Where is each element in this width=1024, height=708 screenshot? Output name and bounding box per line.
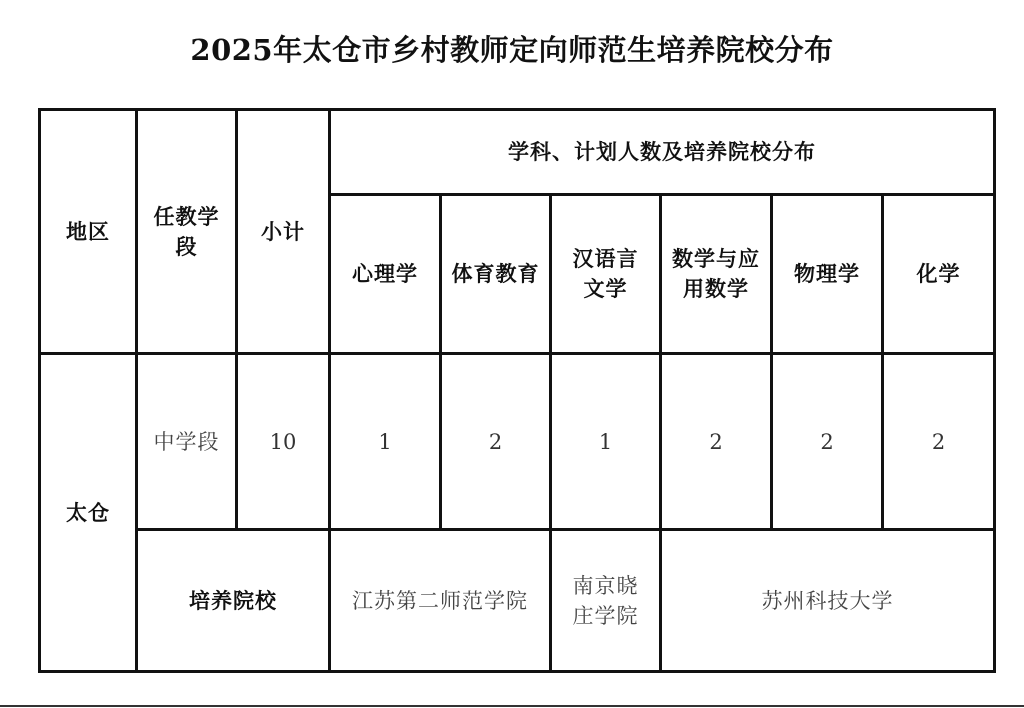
subtotal-cell: 10 <box>237 354 330 530</box>
header-row-1 <box>40 110 995 195</box>
header-subject: 化学 <box>883 195 995 354</box>
header-subject-label: 汉语言文学 <box>572 247 639 301</box>
distribution-table <box>38 108 996 673</box>
region-cell: 太仓 <box>40 354 137 672</box>
header-subject: 体育教育 <box>441 195 551 354</box>
header-subject: 心理学 <box>330 195 441 354</box>
school-label: 南京晓庄学院 <box>572 573 639 628</box>
count-cell: 2 <box>772 354 883 530</box>
school-cell <box>551 530 661 672</box>
school-cell: 苏州科技大学 <box>661 530 995 672</box>
page-title: 2025年太仓市乡村教师定向师范生培养院校分布 <box>190 33 834 67</box>
bottom-divider <box>0 705 1024 707</box>
schools-label: 培养院校 <box>137 530 330 672</box>
count-cell: 1 <box>330 354 441 530</box>
schools-row <box>40 530 995 672</box>
header-subtotal: 小计 <box>237 110 330 354</box>
header-stage <box>137 110 237 354</box>
count-cell: 2 <box>441 354 551 530</box>
count-cell: 2 <box>661 354 772 530</box>
count-cell: 2 <box>883 354 995 530</box>
header-subject-label: 数学与应用数学 <box>671 247 760 301</box>
header-stage-label: 任教学段 <box>153 204 220 259</box>
count-cell: 1 <box>551 354 661 530</box>
stage-cell: 中学段 <box>137 354 237 530</box>
header-subject: 物理学 <box>772 195 883 354</box>
header-region: 地区 <box>40 110 137 354</box>
header-subject <box>551 195 661 354</box>
header-distribution: 学科、计划人数及培养院校分布 <box>330 110 995 195</box>
data-row <box>40 354 995 530</box>
header-subject <box>661 195 772 354</box>
school-cell: 江苏第二师范学院 <box>330 530 551 672</box>
